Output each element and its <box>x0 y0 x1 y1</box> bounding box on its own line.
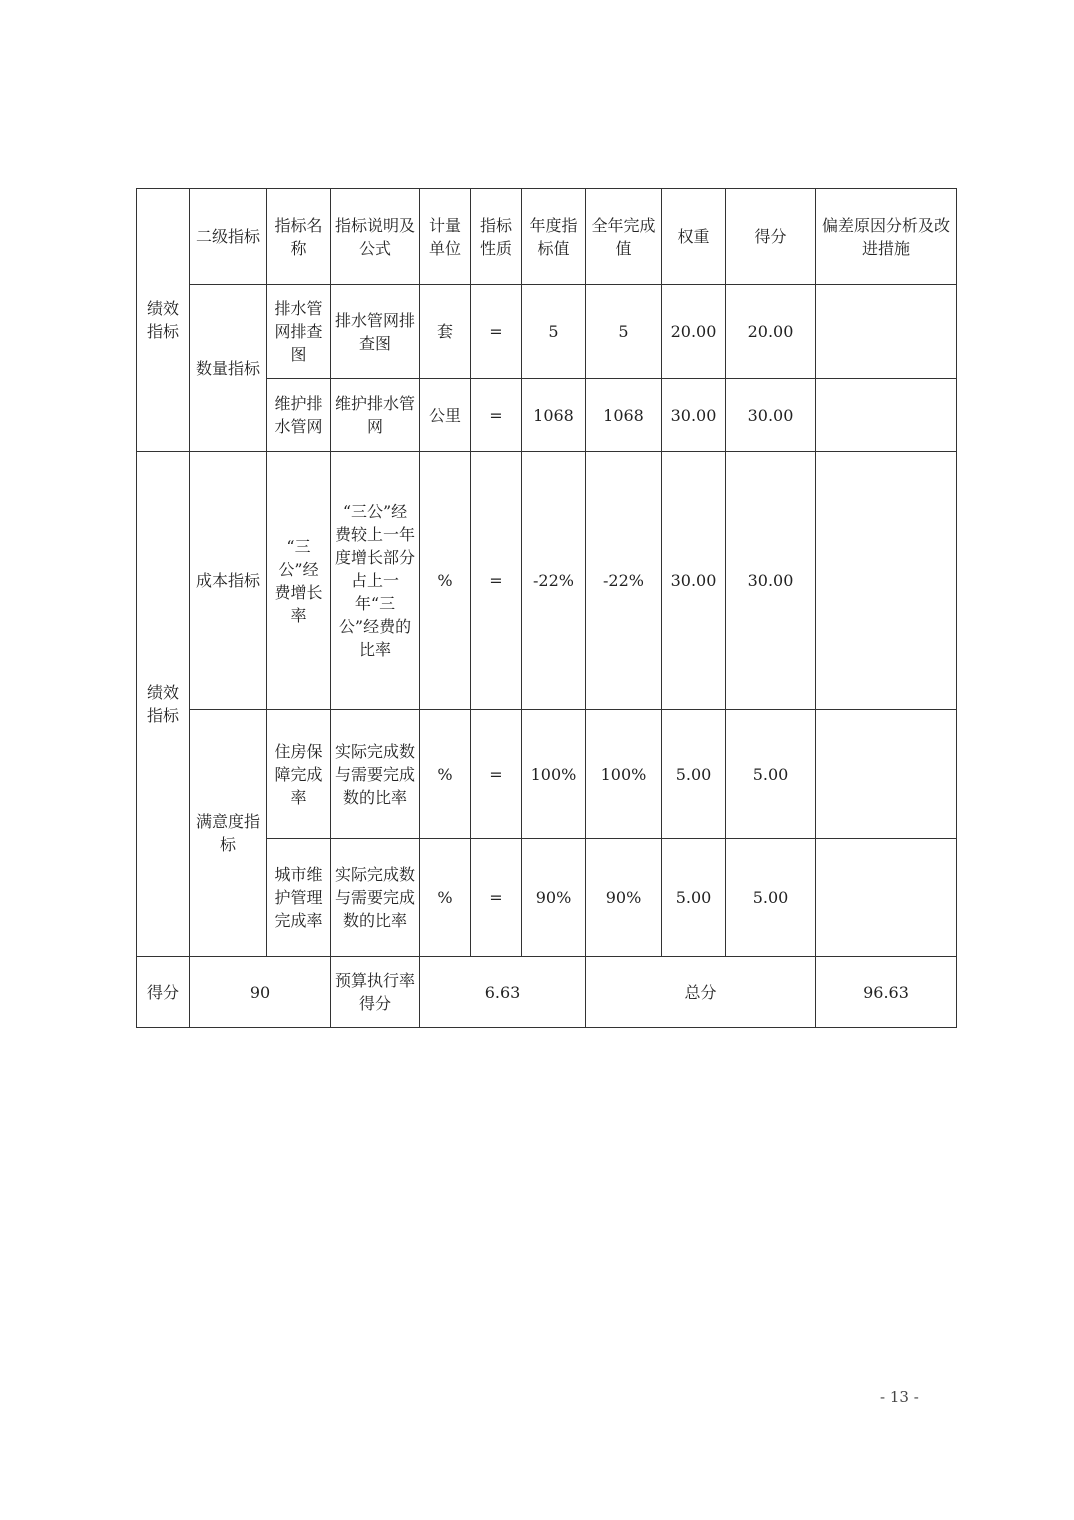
indicator-unit: 套 <box>420 285 471 379</box>
header-target: 年度指标值 <box>522 189 586 285</box>
indicator-score: 20.00 <box>726 285 816 379</box>
indicator-weight: 30.00 <box>662 379 726 452</box>
indicator-desc: 实际完成数与需要完成数的比率 <box>331 839 420 957</box>
indicator-unit: 公里 <box>420 379 471 452</box>
indicator-nature: = <box>471 285 522 379</box>
indicator-name: 住房保障完成率 <box>267 710 331 839</box>
indicator-nature: = <box>471 452 522 710</box>
indicator-target: 90% <box>522 839 586 957</box>
group-satisfaction: 满意度指标 <box>190 710 267 957</box>
level1-indicator-cell: 绩效指标 <box>137 189 190 452</box>
header-analysis: 偏差原因分析及改进措施 <box>816 189 957 285</box>
table-row <box>137 452 957 710</box>
indicator-actual: -22% <box>586 452 662 710</box>
indicator-score: 30.00 <box>726 379 816 452</box>
indicator-analysis <box>816 379 957 452</box>
header-row <box>137 189 957 285</box>
budget-execution-value: 6.63 <box>420 957 586 1028</box>
indicator-actual: 5 <box>586 285 662 379</box>
header-score: 得分 <box>726 189 816 285</box>
indicator-desc: 排水管网排查图 <box>331 285 420 379</box>
header-name: 指标名称 <box>267 189 331 285</box>
indicator-target: -22% <box>522 452 586 710</box>
indicator-weight: 5.00 <box>662 839 726 957</box>
indicator-actual: 90% <box>586 839 662 957</box>
total-value: 96.63 <box>816 957 957 1028</box>
indicator-nature: = <box>471 379 522 452</box>
group-cost: 成本指标 <box>190 452 267 710</box>
table-row <box>137 285 957 379</box>
indicator-nature: = <box>471 710 522 839</box>
indicator-score: 5.00 <box>726 839 816 957</box>
group-quantity: 数量指标 <box>190 285 267 452</box>
level1-indicator-cell: 绩效指标 <box>137 452 190 957</box>
total-label: 总分 <box>586 957 816 1028</box>
indicator-score: 5.00 <box>726 710 816 839</box>
indicator-weight: 20.00 <box>662 285 726 379</box>
header-desc: 指标说明及公式 <box>331 189 420 285</box>
header-unit: 计量单位 <box>420 189 471 285</box>
table-row <box>137 710 957 839</box>
header-weight: 权重 <box>662 189 726 285</box>
indicator-name: 排水管网排查图 <box>267 285 331 379</box>
indicator-name: “三公”经费增长率 <box>267 452 331 710</box>
indicator-unit: % <box>420 452 471 710</box>
performance-indicator-table <box>136 188 957 1028</box>
summary-row <box>137 957 957 1028</box>
indicator-weight: 30.00 <box>662 452 726 710</box>
score-value: 90 <box>190 957 331 1028</box>
indicator-analysis <box>816 452 957 710</box>
indicator-actual: 100% <box>586 710 662 839</box>
indicator-score: 30.00 <box>726 452 816 710</box>
indicator-name: 城市维护管理完成率 <box>267 839 331 957</box>
header-actual: 全年完成值 <box>586 189 662 285</box>
indicator-desc: “三公”经费较上一年度增长部分占上一年“三公”经费的比率 <box>331 452 420 710</box>
indicator-weight: 5.00 <box>662 710 726 839</box>
budget-execution-label: 预算执行率得分 <box>331 957 420 1028</box>
indicator-target: 100% <box>522 710 586 839</box>
indicator-unit: % <box>420 710 471 839</box>
indicator-analysis <box>816 285 957 379</box>
indicator-desc: 维护排水管网 <box>331 379 420 452</box>
indicator-actual: 1068 <box>586 379 662 452</box>
indicator-analysis <box>816 839 957 957</box>
indicator-nature: = <box>471 839 522 957</box>
score-label: 得分 <box>137 957 190 1028</box>
indicator-target: 5 <box>522 285 586 379</box>
header-level2: 二级指标 <box>190 189 267 285</box>
page-number: - 13 - <box>880 1388 919 1406</box>
indicator-analysis <box>816 710 957 839</box>
indicator-name: 维护排水管网 <box>267 379 331 452</box>
indicator-desc: 实际完成数与需要完成数的比率 <box>331 710 420 839</box>
header-nature: 指标性质 <box>471 189 522 285</box>
indicator-unit: % <box>420 839 471 957</box>
indicator-target: 1068 <box>522 379 586 452</box>
